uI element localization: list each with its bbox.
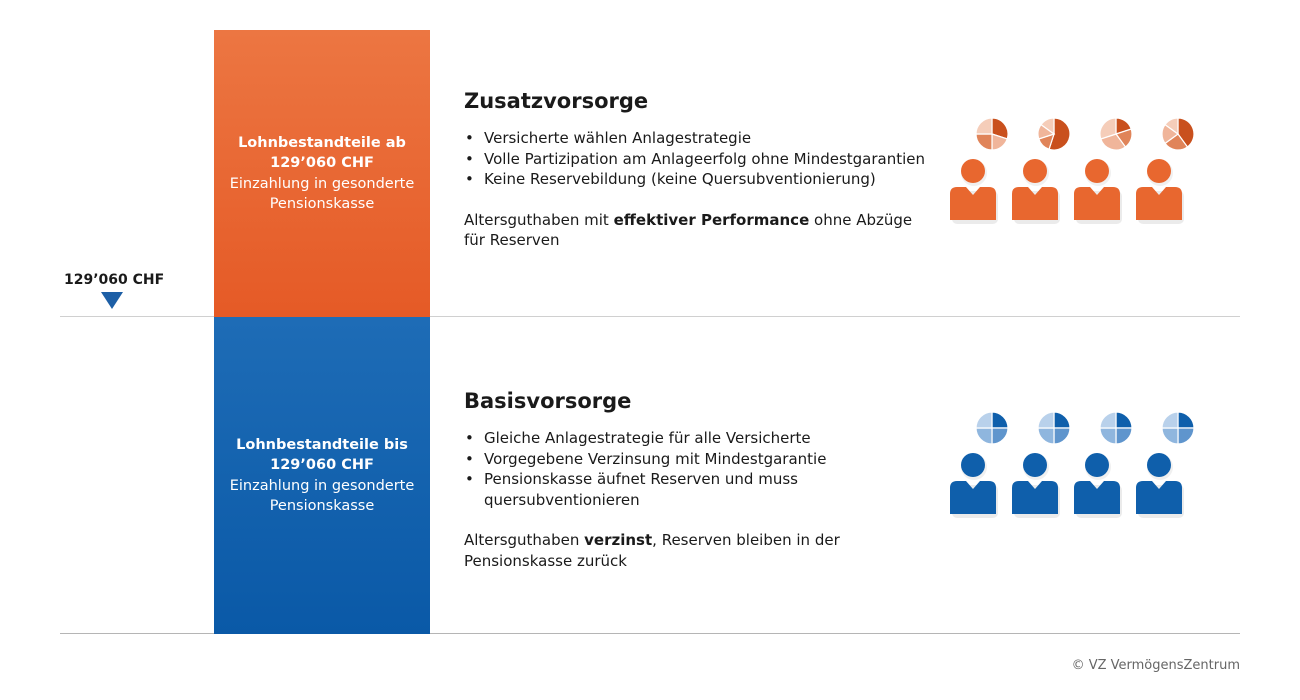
basisvorsorge-section — [464, 388, 934, 571]
list-item: • Pensionskasse äufnet Reserven und muss quersubventionieren — [464, 469, 934, 510]
pie-chart-icon — [1162, 118, 1194, 150]
person-icon — [950, 453, 998, 518]
bullet-list — [464, 128, 934, 190]
people-group-uniform-strategy — [944, 410, 1204, 522]
threshold-label: 129’060 CHF — [64, 272, 165, 288]
block-title: Lohnbestandteile ab 129’060 CHF — [238, 134, 406, 171]
block-title: Lohnbestandteile bis 129’060 CHF — [236, 436, 408, 473]
person-icon — [1012, 159, 1060, 224]
salary-block-below-threshold — [214, 317, 430, 634]
person-icon — [1136, 453, 1184, 518]
threshold-arrow-icon — [101, 292, 123, 309]
section-title: Basisvorsorge — [464, 389, 632, 413]
person-icon — [1074, 159, 1122, 224]
list-item: • Gleiche Anlagestrategie für alle Versicherte — [464, 428, 934, 449]
list-item: • Vorgegebene Verzinsung mit Mindestgarantie — [464, 449, 934, 470]
pie-chart-icon — [1100, 118, 1132, 150]
pie-chart-icon — [1100, 412, 1132, 444]
pie-chart-icon — [1038, 412, 1070, 444]
block-text: Einzahlung in gesonderte Pensionskasse — [229, 477, 415, 514]
zusatzvorsorge-section — [464, 88, 934, 251]
salary-block-above-threshold — [214, 30, 430, 317]
pie-chart-icon — [976, 412, 1008, 444]
person-icon — [1074, 453, 1122, 518]
people-group-individual-strategies — [944, 116, 1204, 228]
person-icon — [1136, 159, 1184, 224]
pie-chart-icon — [976, 118, 1008, 150]
list-item: • Keine Reservebildung (keine Quersubventionierung) — [464, 169, 934, 190]
person-icon — [950, 159, 998, 224]
copyright: © VZ VermögensZentrum — [1071, 658, 1240, 673]
block-text: Einzahlung in gesonderte Pensionskasse — [229, 175, 415, 212]
section-summary: Altersguthaben mit effektiver Performance ohne Abzüge für Reserven — [464, 210, 913, 249]
list-item: • Versicherte wählen Anlagestrategie — [464, 128, 934, 149]
bullet-list — [464, 428, 934, 510]
list-item: • Volle Partizipation am Anlageerfolg ohne Mindestgarantien — [464, 149, 934, 170]
section-title: Zusatzvorsorge — [464, 89, 649, 113]
person-icon — [1012, 453, 1060, 518]
pie-chart-icon — [1162, 412, 1194, 444]
pie-chart-icon — [1038, 118, 1070, 150]
section-summary: Altersguthaben verzinst, Reserven bleiben in der Pensionskasse zurück — [464, 531, 840, 570]
